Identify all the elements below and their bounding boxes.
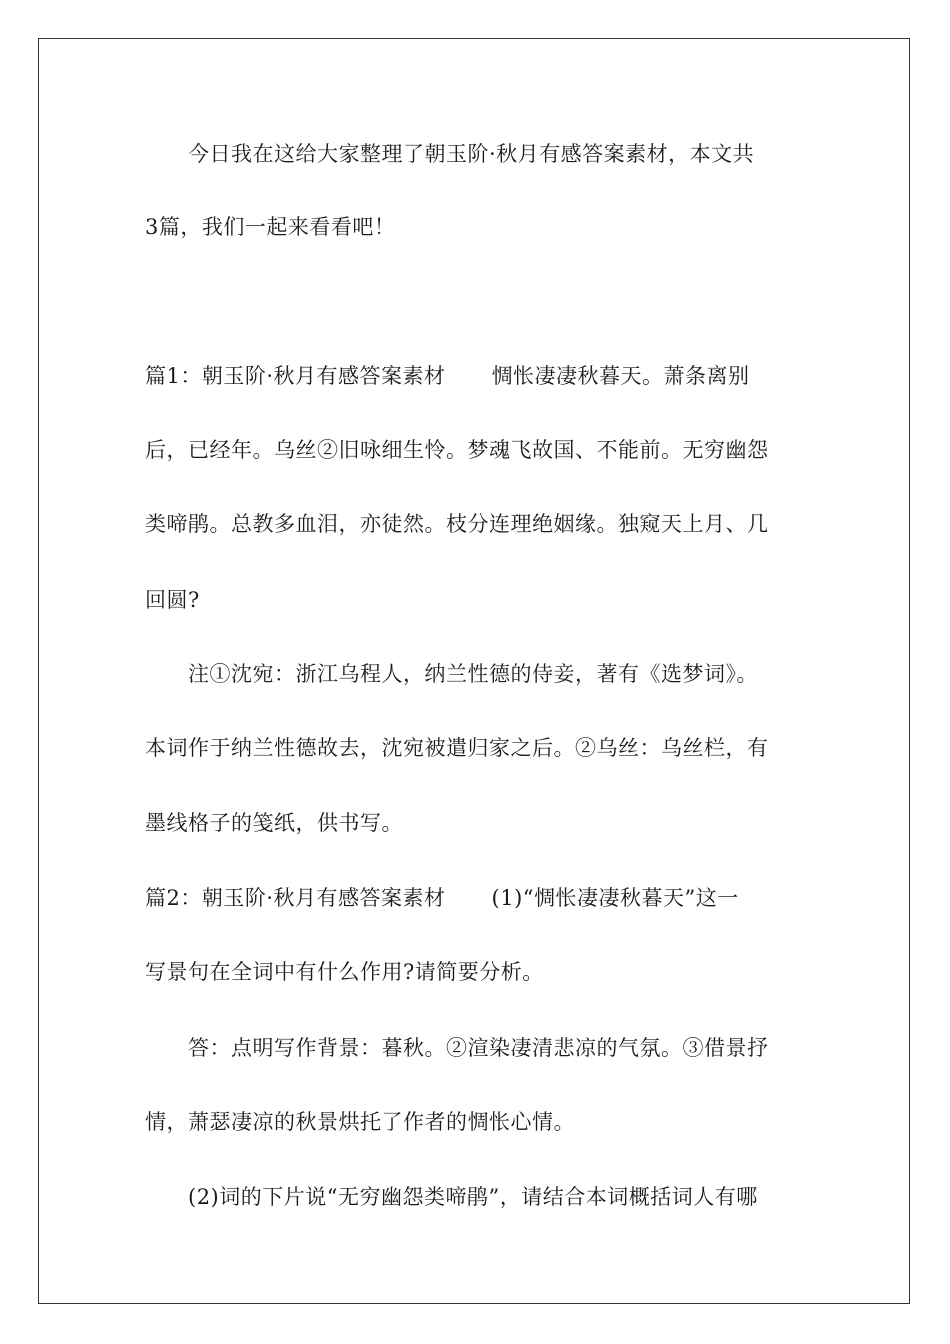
intro-line-1: 今日我在这给大家整理了朝玉阶·秋月有感答案素材，本文共 xyxy=(188,142,755,166)
question-1-line-2: 写景句在全词中有什么作用?请简要分析。 xyxy=(145,960,544,984)
section-1-first-line xyxy=(145,362,750,390)
note-line-1: 注①沈宛：浙江乌程人，纳兰性德的侍妾，著有《选梦词》。 xyxy=(188,662,758,686)
section-2-first-line xyxy=(145,884,739,912)
section-2-heading: 篇2：朝玉阶·秋月有感答案素材 xyxy=(145,886,446,910)
poem-line-2: 后，已经年。乌丝②旧咏细生怜。梦魂飞故国、不能前。无穷幽怨 xyxy=(145,438,769,462)
poem-line-4: 回圆? xyxy=(145,588,200,612)
note-line-3: 墨线格子的笺纸，供书写。 xyxy=(145,811,403,835)
answer-1-line-1: 答：点明写作背景：暮秋。②渲染凄清悲凉的气氛。③借景抒 xyxy=(188,1036,769,1060)
intro-line-2: 3篇，我们一起来看看吧！ xyxy=(145,215,396,239)
poem-line-3: 类啼鹃。总教多血泪，亦徒然。枝分连理绝姻缘。独窥天上月、几 xyxy=(145,512,769,536)
question-1-line-1: (1)“惆怅凄凄秋暮天”这一 xyxy=(491,886,739,910)
poem-line-1: 惆怅凄凄秋暮天。萧条离别 xyxy=(491,364,750,388)
question-2-line-1: (2)词的下片说“无穷幽怨类啼鹃”，请结合本词概括词人有哪 xyxy=(188,1185,758,1209)
answer-1-line-2: 情，萧瑟凄凉的秋景烘托了作者的惆怅心情。 xyxy=(145,1110,575,1134)
note-line-2: 本词作于纳兰性德故去，沈宛被遣归家之后。②乌丝：乌丝栏，有 xyxy=(145,736,769,760)
section-1-heading: 篇1：朝玉阶·秋月有感答案素材 xyxy=(145,364,446,388)
